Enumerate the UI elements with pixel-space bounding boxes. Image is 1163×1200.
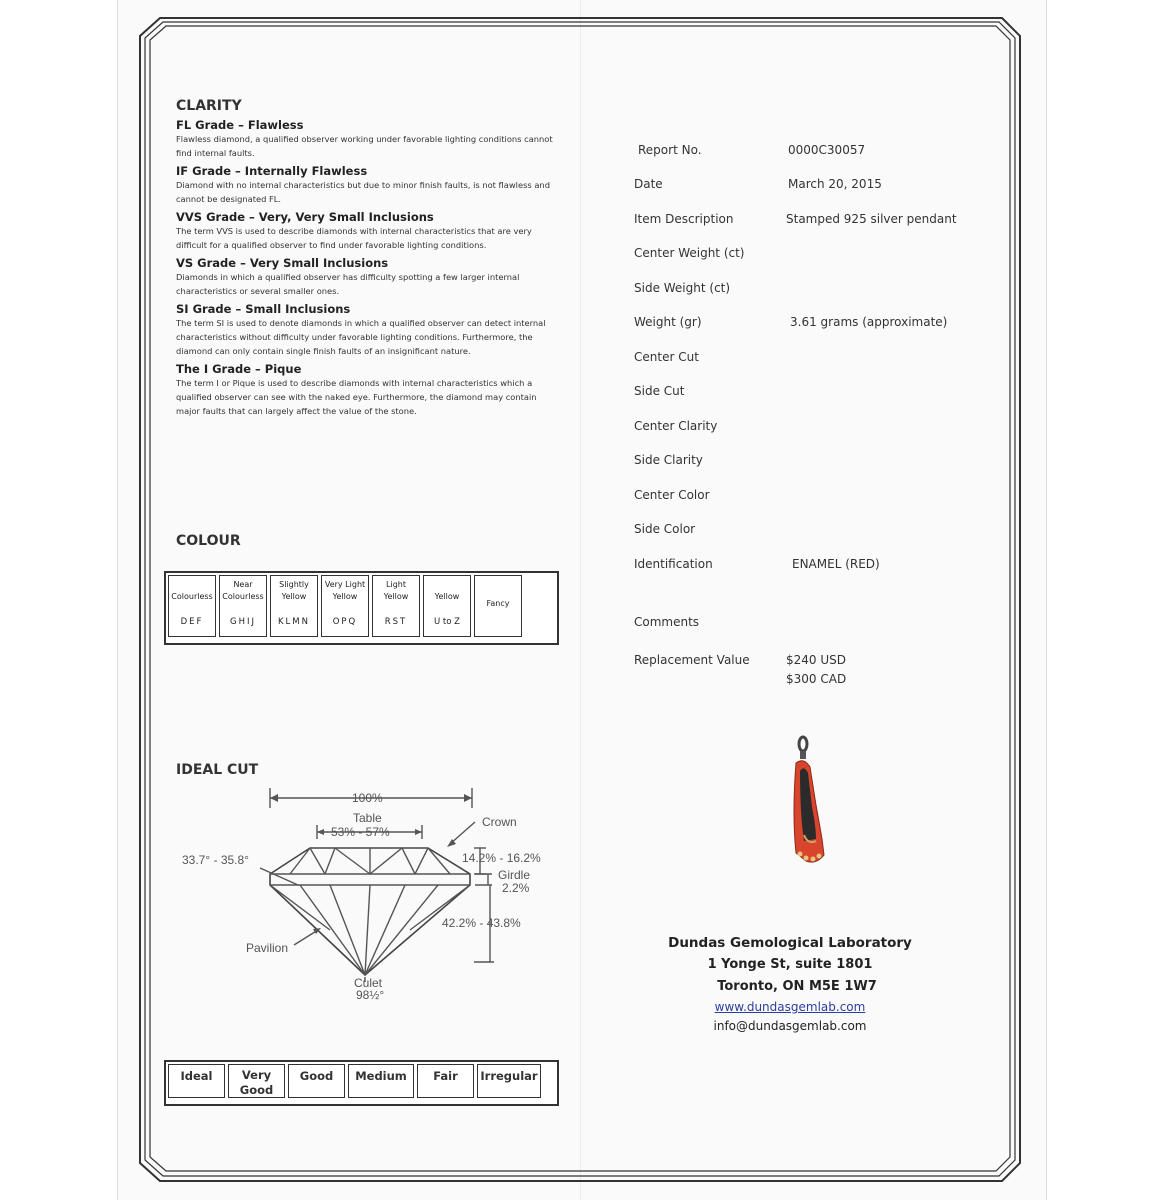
lab-name: Dundas Gemological Laboratory [668,935,912,951]
report-label: Weight (gr) [634,315,702,329]
cut-grade-cell: Ideal [168,1064,225,1098]
report-value: $240 USD [786,653,846,667]
report-value: ENAMEL (RED) [792,557,880,571]
report-label: Center Clarity [634,419,718,433]
colour-cell [219,575,267,637]
diagram-table-label: Table [353,811,382,825]
report-label: Side Weight (ct) [634,281,731,295]
colour-cell-codes: DEF [180,617,204,627]
clarity-section [176,98,576,418]
diagram-girdle-label: Girdle [498,868,531,882]
report-label: Item Description [634,212,734,226]
diagram-girdle-pct: 2.2% [502,881,530,895]
lab-email[interactable]: info@dundasgemlab.com [713,1019,867,1033]
report-value: Stamped 925 silver pendant [786,212,957,226]
colour-cell-label: Yellow [434,592,460,601]
clarity-grade-title: VS Grade – Very Small Inclusions [176,256,389,270]
diagram-crown-angle: 33.7° - 35.8° [182,853,249,867]
clarity-grade-desc: The term SI is used to denote diamonds in which a qualified observer can detect internal characteristics without difficulty under favorable lighting conditions. Furthermore, the diamond can only contain single finish faults of an insignificant nature. [176,318,546,356]
diagram-width-label: 100% [352,791,383,805]
colour-cell-label: Slightly Yellow [279,580,309,601]
colour-cell-codes: RST [384,617,408,627]
colour-cell [423,575,471,637]
clarity-grade-title: FL Grade – Flawless [176,118,304,132]
report-value: March 20, 2015 [788,177,882,191]
cut-grade-cell: Irregular [477,1064,541,1098]
ideal-cut-diagram [170,780,550,1005]
cut-grade-table [164,1060,559,1106]
report-label: Replacement Value [634,653,750,667]
colour-cell [474,575,522,637]
lab-address-line2: Toronto, ON M5E 1W7 [717,979,877,994]
report-label: Side Color [634,522,696,536]
colour-heading: COLOUR [176,533,241,549]
clarity-grade-desc: Flawless diamond, a qualified observer working under favorable lighting conditions cannot find internal faults. [176,134,553,158]
clarity-grade-desc: Diamonds in which a qualified observer has difficulty spotting a few larger internal characteristics or several smaller ones. [176,272,520,296]
colour-cell-codes: OPQ [332,617,358,627]
lab-contact-block [660,932,920,1036]
report-label: Report No. [638,143,702,157]
colour-cell [372,575,420,637]
colour-cell-codes: KLMN [277,617,310,627]
cut-grade-cell: Fair [417,1064,474,1098]
report-value: 0000C30057 [788,143,866,157]
diagram-table-pct: 53% - 57% [331,825,390,839]
clarity-heading: CLARITY [176,98,242,114]
pendant-photo [786,735,836,870]
colour-cell-label: Light Yellow [383,580,409,601]
ideal-cut-heading: IDEAL CUT [176,762,259,778]
report-label: Identification [634,557,713,571]
report-value: 3.61 grams (approximate) [790,315,948,329]
colour-cell-label: Very Light Yellow [324,580,366,601]
report-label: Center Cut [634,350,699,364]
cut-grade-cell: Very Good [228,1064,285,1098]
clarity-grade-title: SI Grade – Small Inclusions [176,302,351,316]
report-label: Comments [634,615,700,629]
clarity-grade-title: The I Grade – Pique [176,362,302,376]
diagram-pavilion-depth: 42.2% - 43.8% [442,916,521,930]
clarity-grade-desc: The term I or Pique is used to describe diamonds with internal characteristics which a qualified observer can see with the naked eye. Furthermore, the diamond may contain major faults that can largely affect the value of the stone. [176,378,537,416]
colour-cell-label: Fancy [486,598,510,608]
colour-cell-label: Colourless [171,592,213,601]
diagram-pavilion-label: Pavilion [246,941,289,955]
report-label: Side Cut [634,384,685,398]
colour-cell-label: Near Colourless [222,580,264,601]
colour-cell [321,575,369,637]
cut-grade-cell: Good [288,1064,345,1098]
lab-website-link[interactable]: www.dundasgemlab.com [714,1000,866,1014]
diagram-crown-height: 14.2% - 16.2% [462,851,541,865]
clarity-grade-title: VVS Grade – Very, Very Small Inclusions [176,210,434,224]
lab-address-line1: 1 Yonge St, suite 1801 [707,957,873,972]
colour-scale-table [164,571,559,645]
report-label: Center Weight (ct) [634,246,745,260]
clarity-grade-desc: Diamond with no internal characteristics but due to minor finish faults, is not flawless and cannot be designated FL. [176,180,550,204]
colour-cell-codes: U to Z [434,617,460,627]
cut-grade-cell: Medium [348,1064,414,1098]
colour-cell [270,575,318,637]
report-label: Side Clarity [634,453,703,467]
report-label: Date [634,177,663,191]
diagram-crown-label: Crown [482,815,517,829]
diagram-culet-label: Culet [354,976,383,990]
colour-cell-codes: GHIJ [230,617,256,627]
clarity-grade-desc: The term VVS is used to describe diamonds with internal characteristics that are very difficult for a qualified observer to find under favorable lighting conditions. [176,226,532,250]
colour-cell [168,575,216,637]
report-label: Center Color [634,488,710,502]
replacement-value-cad: $300 CAD [786,672,847,686]
clarity-grade-title: IF Grade – Internally Flawless [176,164,368,178]
diagram-culet-angle: 98½° [356,988,385,1002]
